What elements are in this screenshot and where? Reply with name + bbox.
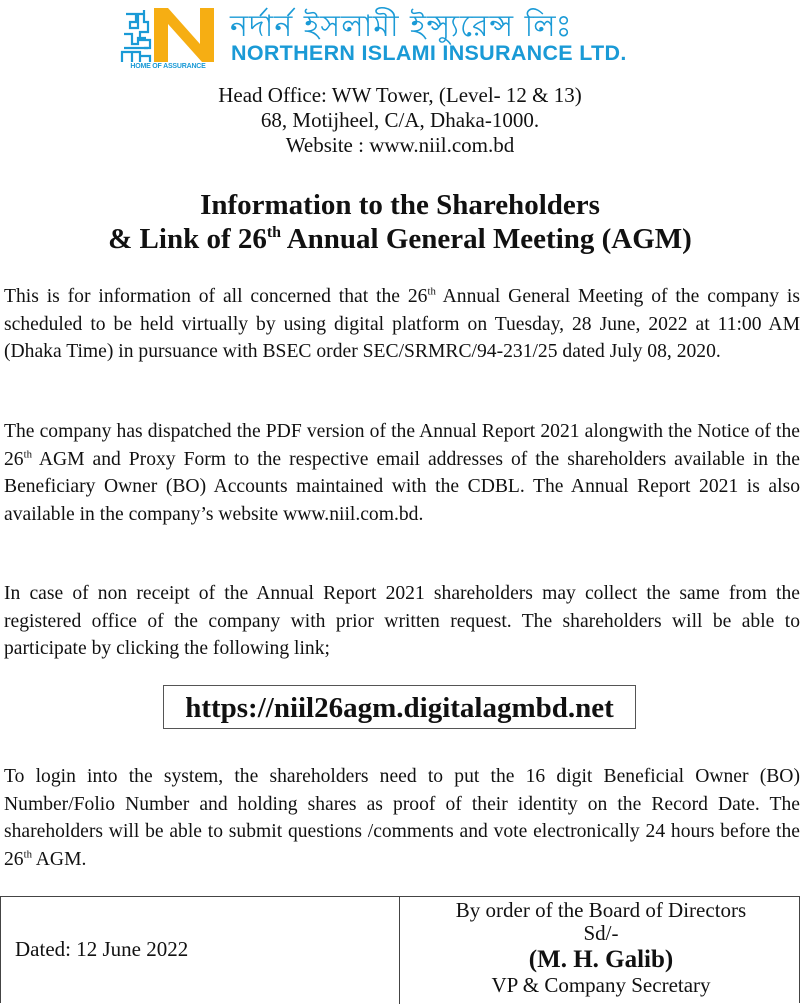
logo-tagline: HOME OF ASSURANCE: [130, 63, 206, 70]
agm-link[interactable]: https://niil26agm.digitalagmbd.net: [163, 685, 636, 729]
p4-ordinal: th: [23, 847, 32, 860]
by-order-text: By order of the Board of Directors: [455, 898, 747, 922]
p1-ordinal: th: [427, 285, 436, 298]
title-line-2-prefix: & Link of 26: [108, 223, 267, 255]
logo-n-shape: [154, 8, 214, 62]
title-line-2: [0, 222, 800, 256]
signature-table: [0, 896, 800, 1003]
notice-title: [0, 188, 800, 256]
letterhead: [0, 0, 800, 80]
table-divider: [399, 897, 400, 1004]
title-ordinal: th: [266, 223, 282, 241]
p2-text-b: AGM and Proxy Form to the respective email addresses of the shareholders available in the Beneficiary Owner (BO) Accounts maintained with the CDBL. The Annual Report 2021 is also available in the company’s website www.niil.com.bd.: [4, 448, 800, 525]
p4-text-b: AGM.: [31, 848, 87, 870]
website-line[interactable]: Website : www.niil.com.bd: [285, 133, 515, 157]
signatory-designation: VP & Company Secretary: [491, 973, 711, 997]
p4-text-a: To login into the system, the shareholders need to put the 16 digit Beneficial Owner (BO) Number/Folio Number and holding shares as proof of their identity on the Record Date. The shareholders will be able to submit questions /comments and vote electronically 24 hours before the 26: [4, 766, 800, 870]
title-line-1: Information to the Shareholders: [200, 189, 600, 221]
address-line-1: Head Office: WW Tower, (Level- 12 & 13): [218, 83, 582, 107]
paragraph-annual-report: [4, 418, 800, 528]
paragraph-non-receipt: In case of non receipt of the Annual Report 2021 shareholders may collect the same from the registered office of the company with prior written request. The shareholders will be able to participate by clicking the following link;: [4, 583, 800, 659]
title-line-2-suffix: Annual General Meeting (AGM): [281, 223, 692, 255]
dated-text: Dated: 12 June 2022: [15, 937, 189, 961]
paragraph-login-instructions: [4, 763, 800, 873]
signature-block: [401, 899, 800, 997]
signatory-name: (M. H. Galib): [528, 946, 674, 973]
p2-ordinal: th: [23, 447, 32, 460]
logo-building-icon: [122, 10, 150, 62]
company-logo: [118, 6, 218, 72]
address-line-2: 68, Motijheel, C/A, Dhaka-1000.: [260, 108, 540, 132]
p2-text-a: The company has dispatched the PDF version of the Annual Report 2021 alongwith the Notice of the 26: [4, 421, 800, 470]
p1-text-a: This is for information of all concerned that the 26: [4, 286, 428, 307]
company-name-english: NORTHERN ISLAMI INSURANCE LTD.: [231, 41, 627, 65]
paragraph-agm-schedule: [4, 283, 800, 366]
signed-text: Sd/-: [583, 921, 619, 945]
p1-text-b: Annual General Meeting of the company is scheduled to be held virtually by using digital platform on Tuesday, 28 June, 2022 at 11:00 AM (Dhaka Time) in pursuance with BSEC order SEC/SRMRC/94-231/25 dated July 08, 2020.: [4, 286, 800, 362]
logo-n-icon: [118, 6, 218, 64]
head-office-address: [0, 83, 800, 158]
company-name-bangla: নর্দার্ন ইসলামী ইন্স্যুরেন্স লিঃ: [230, 9, 573, 44]
